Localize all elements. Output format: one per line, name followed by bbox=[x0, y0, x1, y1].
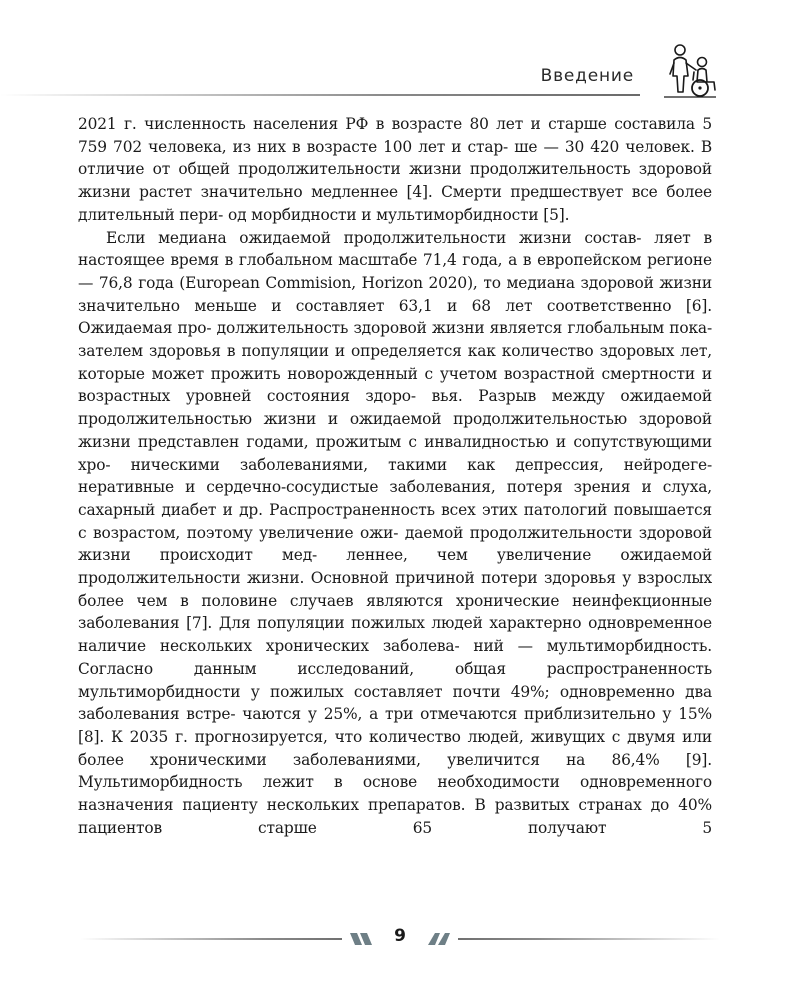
text-line: в половине случаев являются хронические неинфекционные bbox=[180, 591, 712, 610]
page-header bbox=[0, 58, 800, 108]
text-line: заболевания [7]. Для популяции пожилых людей характерно bbox=[78, 614, 582, 633]
text-line: жизни продолжительность здоровой жизни растет значительно bbox=[78, 160, 712, 202]
text-line: вья. Разрыв между ожидаемой продолжительностью жизни и bbox=[78, 387, 712, 429]
text-line: 2021 г. численность населения РФ в возрасте 80 лет и старше bbox=[78, 115, 607, 133]
text-line: должительность здоровой жизни является глобальным пока- bbox=[216, 319, 712, 338]
text-line: составляет почти 49%; одновременно два заболевания встре- bbox=[78, 682, 712, 724]
text-line: Основной причиной потери здоровья у взрослых более чем bbox=[78, 569, 712, 610]
text-line: ническими заболеваниями, такими как депрессия, нейродеге- bbox=[130, 455, 713, 474]
text-line: здоровых лет, которые может прожить новорожденный с учетом bbox=[78, 342, 712, 383]
elderly-couple-wheelchair-icon bbox=[662, 42, 718, 100]
text-line: неративные и сердечно-сосудистые заболевания, потеря зрения bbox=[78, 478, 631, 497]
text-line: К 2035 г. прогнозируется, что количество людей, живущих с bbox=[110, 727, 621, 746]
text-line: медленнее [4]. Смерти предшествует все более длительный пери- bbox=[78, 183, 712, 224]
section-title: Введение bbox=[540, 66, 634, 86]
text-line: годами, прожитым с инвалидностью и сопутствующими хро- bbox=[78, 432, 713, 474]
text-line: ляет в настоящее время в глобальном масштабе 71,4 года, bbox=[78, 228, 712, 270]
text-line: од морбидности и мультиморбидности [5]. bbox=[227, 205, 570, 224]
text-line: В развитых странах до 40% пациентов старше 65 получают 5 bbox=[78, 796, 712, 837]
text-line: зателем здоровья в популяции и определяется как количество bbox=[78, 342, 594, 361]
page-content bbox=[78, 113, 712, 840]
text-line: возрастной смертности и возрастных уровней состояния здоро- bbox=[78, 364, 712, 406]
text-line: и слуха, сахарный диабет и др. Распространенность всех этих bbox=[78, 478, 713, 519]
page-number: 9 bbox=[394, 926, 406, 946]
text-line: общая распространенность мультиморбидности у пожилых bbox=[78, 659, 712, 701]
text-line: а в европейском регионе — 76,8 года (European Commision, bbox=[78, 251, 712, 292]
text-line: ожидаемой продолжительностью здоровой жизни представлен bbox=[78, 410, 712, 451]
text-line: леннее, чем увеличение ожидаемой продолжительности жизни. bbox=[78, 546, 712, 588]
text-line: одновременного назначения пациенту нескольких препаратов. bbox=[78, 773, 712, 815]
text-line: двумя или более хроническими заболеваниями, увеличится на bbox=[78, 727, 712, 769]
text-line: патологий повышается с возрастом, поэтому увеличение ожи- bbox=[78, 500, 712, 542]
text-line: и составляет 63,1 и 68 лет соответственно [6]. Ожидаемая про- bbox=[78, 296, 713, 338]
paragraph-2 bbox=[78, 227, 712, 840]
footer-rule-left bbox=[80, 938, 342, 940]
text-line: Horizon 2020), то медиана здоровой жизни значительно меньше bbox=[78, 273, 712, 315]
text-line: 86,4% [9]. Мультиморбидность лежит в основе необходимости bbox=[78, 750, 713, 792]
text-line: ний — мультиморбидность. Согласно данным исследований, bbox=[78, 637, 712, 678]
paragraph-1 bbox=[78, 113, 712, 227]
page-footer bbox=[0, 924, 800, 954]
chevron-left-ornament-icon bbox=[424, 930, 454, 948]
chevron-right-ornament-icon bbox=[346, 930, 376, 948]
text-line: одновременное наличие нескольких хронических заболева- bbox=[78, 614, 712, 656]
header-rule bbox=[0, 94, 640, 96]
text-line: Если медиана ожидаемой продолжительности жизни состав- bbox=[106, 228, 642, 247]
text-line: ше — 30 420 человек. В отличие от общей продолжительности bbox=[78, 137, 712, 179]
footer-rule-right bbox=[458, 938, 720, 940]
text-line: чаются у 25%, а три отмечаются приблизительно у 15% [8]. bbox=[78, 705, 712, 746]
text-line: составила 5 759 702 человека, из них в возрасте 100 лет и стар- bbox=[78, 115, 712, 156]
text-line: даемой продолжительности здоровой жизни происходит мед- bbox=[78, 523, 712, 565]
